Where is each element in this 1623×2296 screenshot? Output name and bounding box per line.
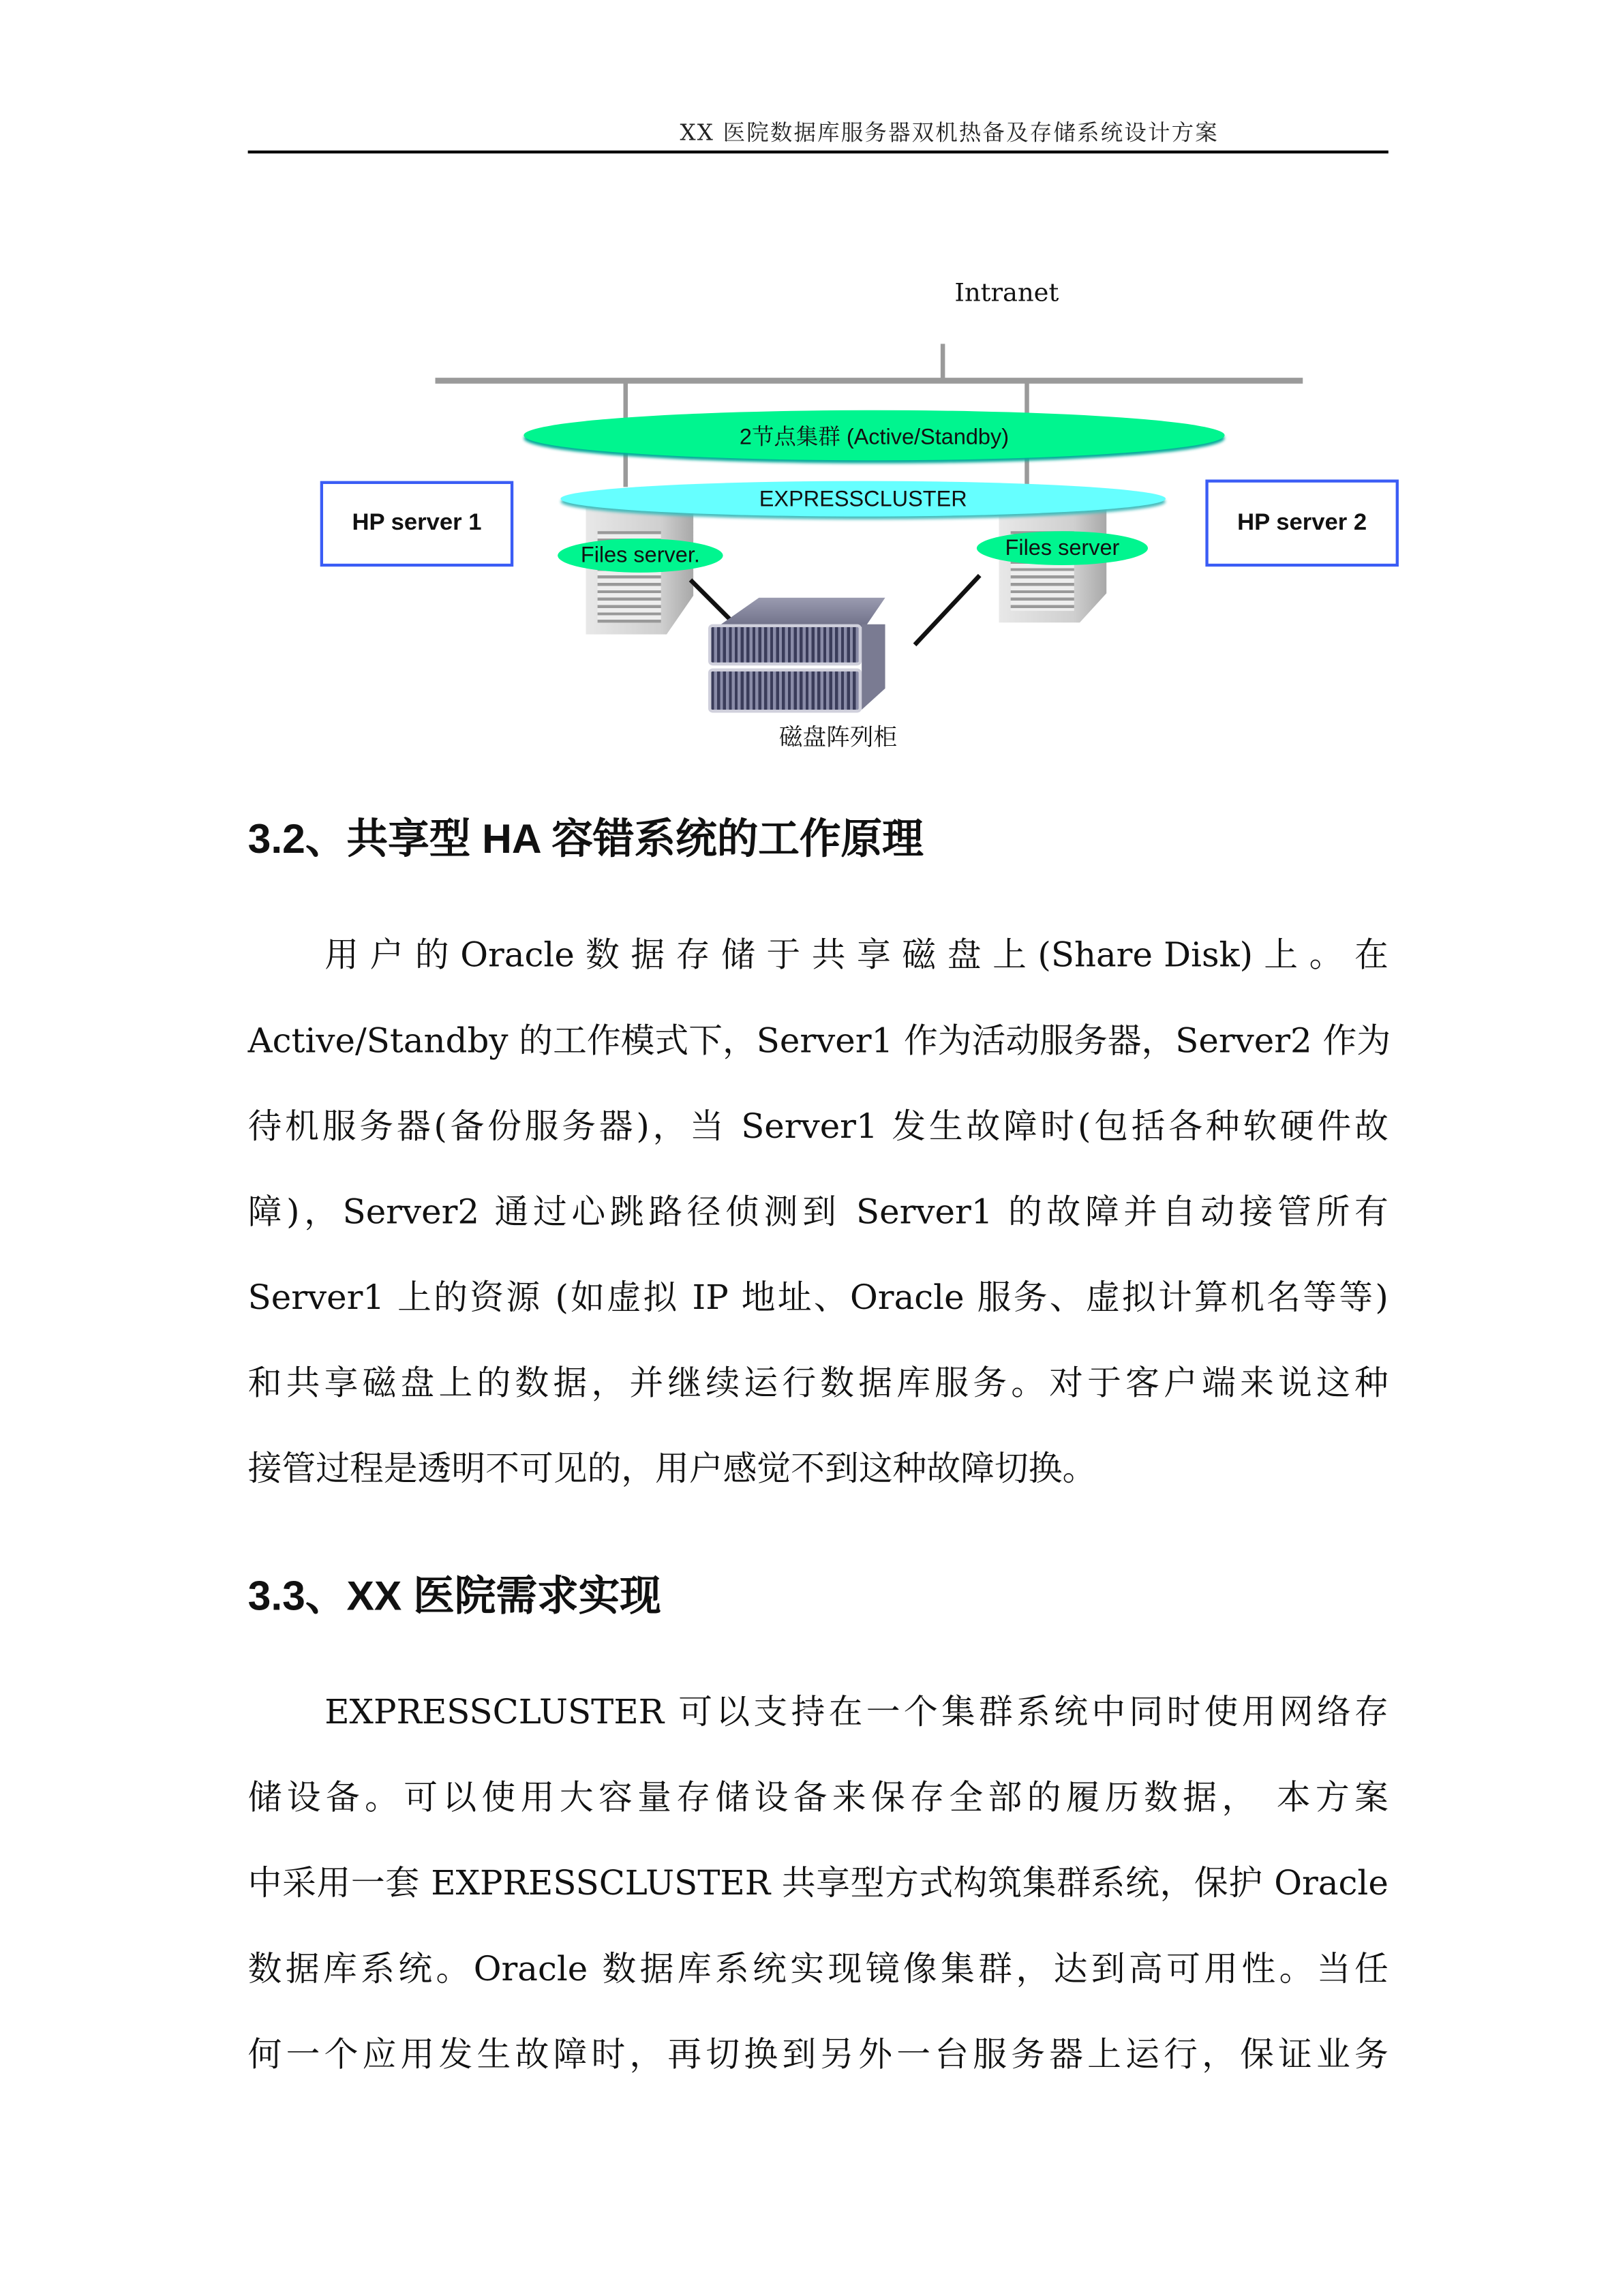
expresscluster-label: EXPRESSCLUSTER: [759, 486, 967, 511]
text-line: 障)，Server2 通过心跳路径侦测到 Server1 的故障并自动接管所有: [247, 1194, 1389, 1233]
running-header: XX 医院数据库服务器双机热备及存储系统设计方案: [680, 119, 1219, 147]
cluster-label: 2节点集群 (Active/Standby): [739, 424, 1010, 450]
hp-server-1-box: HP server 1: [320, 481, 514, 567]
text-line: 用 户 的 Oracle 数 据 存 储 于 共 享 磁 盘 上 (Share Disk) 上 。 在: [324, 937, 1389, 976]
text-line: Server1 上的资源 (如虚拟 IP 地址、Oracle 服务、虚拟计算机名等等): [247, 1279, 1389, 1318]
section-3-3-paragraph: [248, 1670, 1389, 2098]
text-line: 储设备。可以使用大容量存储设备来保存全部的履历数据， 本方案: [247, 1779, 1389, 1818]
text-line: 接管过程是透明不可见的，用户感觉不到这种故障切换。: [247, 1450, 1097, 1489]
hp-server-2-box: HP server 2: [1205, 479, 1399, 567]
text-line: 中采用一套 EXPRESSCLUSTER 共享型方式构筑集群系统，保护 Oracle: [247, 1864, 1389, 1904]
disk-array-icon: [708, 598, 885, 716]
section-heading-3-2: 3.2、共享型 HA 容错系统的工作原理: [247, 815, 924, 862]
disk-array-label: 磁盘阵列柜: [778, 725, 898, 751]
intranet-label: Intranet: [954, 279, 1059, 309]
text-line: 待机服务器(备份服务器)，当 Server1 发生故障时(包括各种软硬件故: [247, 1108, 1389, 1147]
text-line: 何一个应用发生故障时，再切换到另外一台服务器上运行，保证业务: [247, 2036, 1389, 2075]
text-line: 和共享磁盘上的数据，并继续运行数据库服务。对于客户端来说这种: [247, 1365, 1389, 1404]
architecture-diagram: [0, 0, 1623, 768]
section-3-2-paragraph: [248, 913, 1389, 1513]
text-line: EXPRESSCLUSTER 可以支持在一个集群系统中同时使用网络存: [324, 1693, 1389, 1733]
text-line: 数据库系统。Oracle 数据库系统实现镜像集群，达到高可用性。当任: [247, 1950, 1389, 1989]
section-heading-3-3: 3.3、XX 医院需求实现: [247, 1573, 661, 1619]
files-server-right: Files server: [977, 531, 1148, 565]
files-server-left: Files server.: [558, 539, 723, 573]
text-line: Active/Standby 的工作模式下，Server1 作为活动服务器，Server2 作为: [247, 1022, 1391, 1061]
